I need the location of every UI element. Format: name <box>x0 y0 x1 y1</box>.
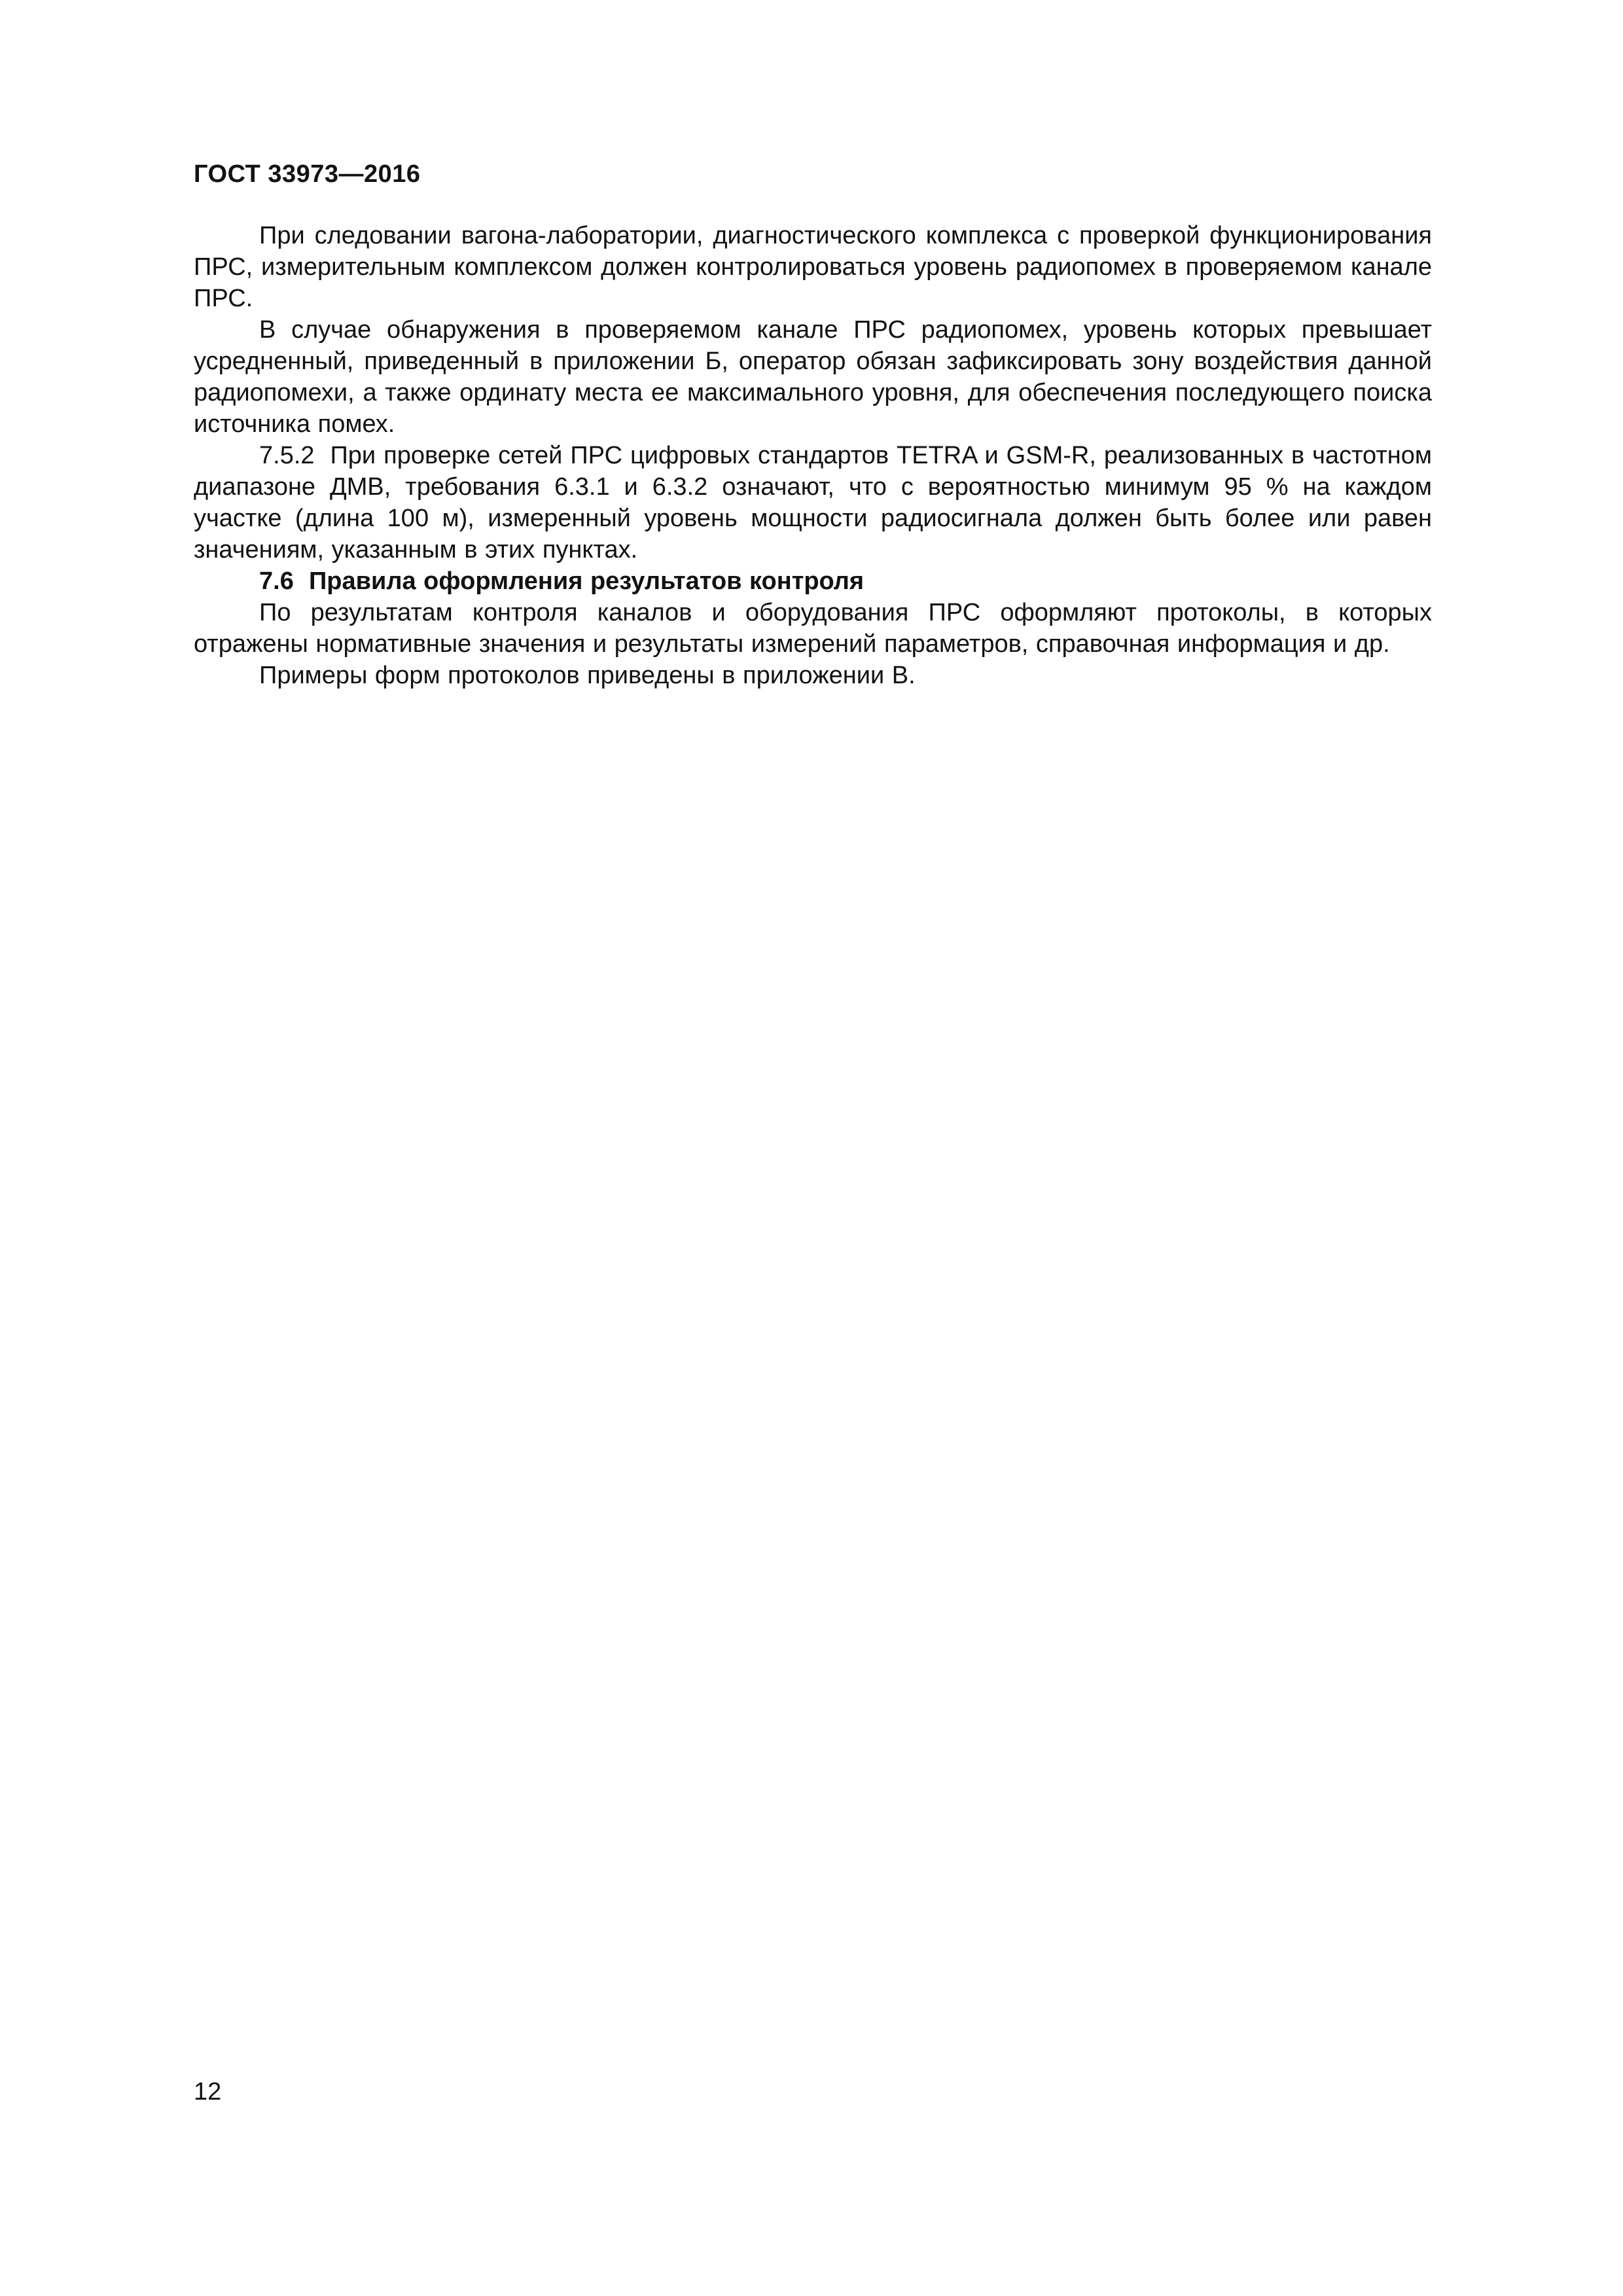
paragraph-interference-detection: В случае обнаружения в проверяемом канале ПРС радиопомех, уровень которых превышает усредненный, приведенный в приложении Б, оператор обязан зафиксировать зону воздействия данной радиопомехи, а также ординату места ее максимального уровня, для обеспечения последующего поиска источника помех. <box>194 316 1432 438</box>
paragraph-7-5-2: 7.5.2 При проверке сетей ПРС цифровых стандартов TETRA и GSM-R, реализованных в частотном диапазоне ДМВ, требования 6.3.1 и 6.3.2 означают, что с вероятностью минимум 95 % на каждом участке (длина 100 м), измеренный уровень мощности радиосигнала должен быть более или равен значениям, указанным в этих пунктах. <box>194 442 1432 564</box>
section-heading-7-6: 7.6 Правила оформления результатов контроля <box>259 567 865 595</box>
document-header: ГОСТ 33973—2016 <box>194 160 421 188</box>
document-text-block <box>194 158 1432 691</box>
paragraph-protocols: По результатам контроля каналов и оборудования ПРС оформляют протоколы, в которых отражены нормативные значения и результаты измерений параметров, справочная информация и др. <box>194 599 1432 658</box>
page-number: 12 <box>194 2078 222 2106</box>
paragraph-protocol-examples: Примеры форм протоколов приведены в приложении В. <box>259 662 916 689</box>
paragraph-following-laboratory-car: При следовании вагона-лаборатории, диагностического комплекса с проверкой функционирования ПРС, измерительным комплексом должен контролироваться уровень радиопомех в проверяемом канале ПРС. <box>194 222 1432 312</box>
